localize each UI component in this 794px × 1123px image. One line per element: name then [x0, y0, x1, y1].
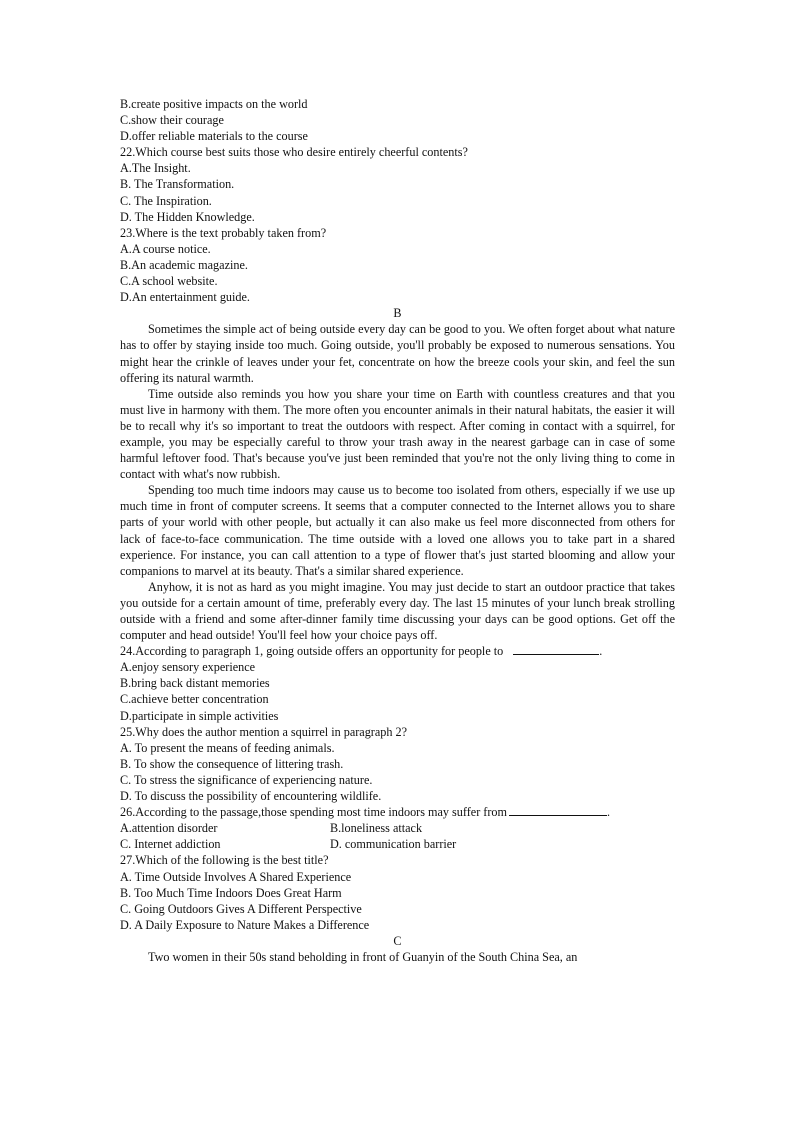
section-b-heading: B	[393, 306, 402, 321]
q26-end: .	[607, 805, 611, 820]
q24-option-c: C.achieve better concentration	[120, 692, 269, 707]
q27-question: 27.Which of the following is the best title?	[120, 853, 329, 868]
q25-option-c: C. To stress the significance of experiencing nature.	[120, 772, 373, 787]
q26-option-b: B.loneliness attack	[330, 821, 423, 836]
section-c-first-line: Two women in their 50s stand beholding in front of Guanyin of the South China Sea, an	[148, 949, 578, 964]
q23-question: 23.Where is the text probably taken from?	[120, 225, 327, 240]
q26-option-c: C. Internet addiction	[120, 837, 221, 852]
q27-option-d: D. A Daily Exposure to Nature Makes a Difference	[120, 917, 370, 932]
q21-option-b: B.create positive impacts on the world	[120, 97, 308, 111]
q24-option-a: A.enjoy sensory experience	[120, 660, 256, 675]
q25-option-a: A. To present the means of feeding animals.	[120, 740, 335, 755]
q26-option-d: D. communication barrier	[330, 837, 457, 852]
document-page	[120, 96, 675, 965]
q25-question: 25.Why does the author mention a squirrel in paragraph 2?	[120, 724, 407, 739]
q21-option-d: D.offer reliable materials to the course	[120, 129, 308, 144]
q26-answer-blank	[509, 805, 607, 816]
q26-line	[120, 804, 675, 820]
q24-line	[120, 643, 675, 659]
q27-option-b: B. Too Much Time Indoors Does Great Harm	[120, 885, 342, 900]
q24-question: 24.According to paragraph 1, going outside offers an opportunity for people to	[120, 644, 504, 659]
q26-question: 26.According to the passage,those spending most time indoors may suffer from	[120, 805, 507, 820]
section-b-paragraph-1: Sometimes the simple act of being outside every day can be good to you. We often forget about what nature has to offer by staying inside too much. Going outside, you'll probably be exposed to numerous sensations. You might hear the crinkle of leaves under your fet, concentrate on how the breeze cools your skin, and feel the sun offering its natural warmth.	[120, 322, 675, 385]
q22-option-a: A.The Insight.	[120, 161, 191, 176]
q25-option-b: B. To show the consequence of littering trash.	[120, 756, 344, 771]
q27-option-a: A. Time Outside Involves A Shared Experience	[120, 869, 352, 884]
q24-option-b: B.bring back distant memories	[120, 676, 270, 691]
q25-option-d: D. To discuss the possibility of encountering wildlife.	[120, 789, 382, 804]
q22-option-c: C. The Inspiration.	[120, 193, 212, 208]
q23-option-b: B.An academic magazine.	[120, 257, 248, 272]
q27-option-c: C. Going Outdoors Gives A Different Perspective	[120, 901, 362, 916]
q22-option-b: B. The Transformation.	[120, 177, 235, 192]
q26-option-a: A.attention disorder	[120, 821, 218, 836]
q24-answer-blank	[513, 644, 599, 655]
q21-option-c: C.show their courage	[120, 113, 224, 128]
q24-option-d: D.participate in simple activities	[120, 708, 279, 723]
q23-option-c: C.A school website.	[120, 274, 218, 289]
q24-end: .	[599, 644, 603, 659]
q23-option-a: A.A course notice.	[120, 241, 211, 256]
section-b-paragraph-2: Time outside also reminds you how you share your time on Earth with countless creatures and that you must live in harmony with them. The more often you encounter animals in their natural habitats, the easier it will be to recall why it's so important to treat the outdoors with respect. After coming in contact with a squirrel, for example, you may be especially careful to throw your trash away in the nearest garbage can in case of some harmful leftover food. That's because you've just been reminded that you're not the only living thing to come in contact with what's now rubbish.	[120, 386, 675, 482]
q22-option-d: D. The Hidden Knowledge.	[120, 209, 255, 224]
section-b-paragraph-4: Anyhow, it is not as hard as you might imagine. You may just decide to start an outdoor practice that takes you outside for a certain amount of time, preferably every day. The last 15 minutes of your lunch break strolling outside with a friend and some after-dinner family time discussing your days can be good options. Get off the computer and head outside! You'll feel how your choice pays off.	[120, 579, 675, 643]
q22-question: 22.Which course best suits those who desire entirely cheerful contents?	[120, 145, 468, 160]
section-b-paragraph-3: Spending too much time indoors may cause us to become too isolated from others, especially if we use up much time in front of computer screens. It seems that a computer connected to the Internet allows you to share parts of your world with other people, but actually it can also make us feel more disconnected from others for lack of face-to-face communication. The time outside with a loved one allows you to take part in a shared experience. For instance, you can call attention to a type of flower that's just started blooming and allow your companions to marvel at its beauty. That's a similar shared experience.	[120, 483, 675, 578]
q23-option-d: D.An entertainment guide.	[120, 290, 250, 305]
q26-options-row-2	[120, 836, 675, 852]
section-c-heading: C	[393, 933, 402, 948]
q26-options-row-1	[120, 820, 675, 836]
